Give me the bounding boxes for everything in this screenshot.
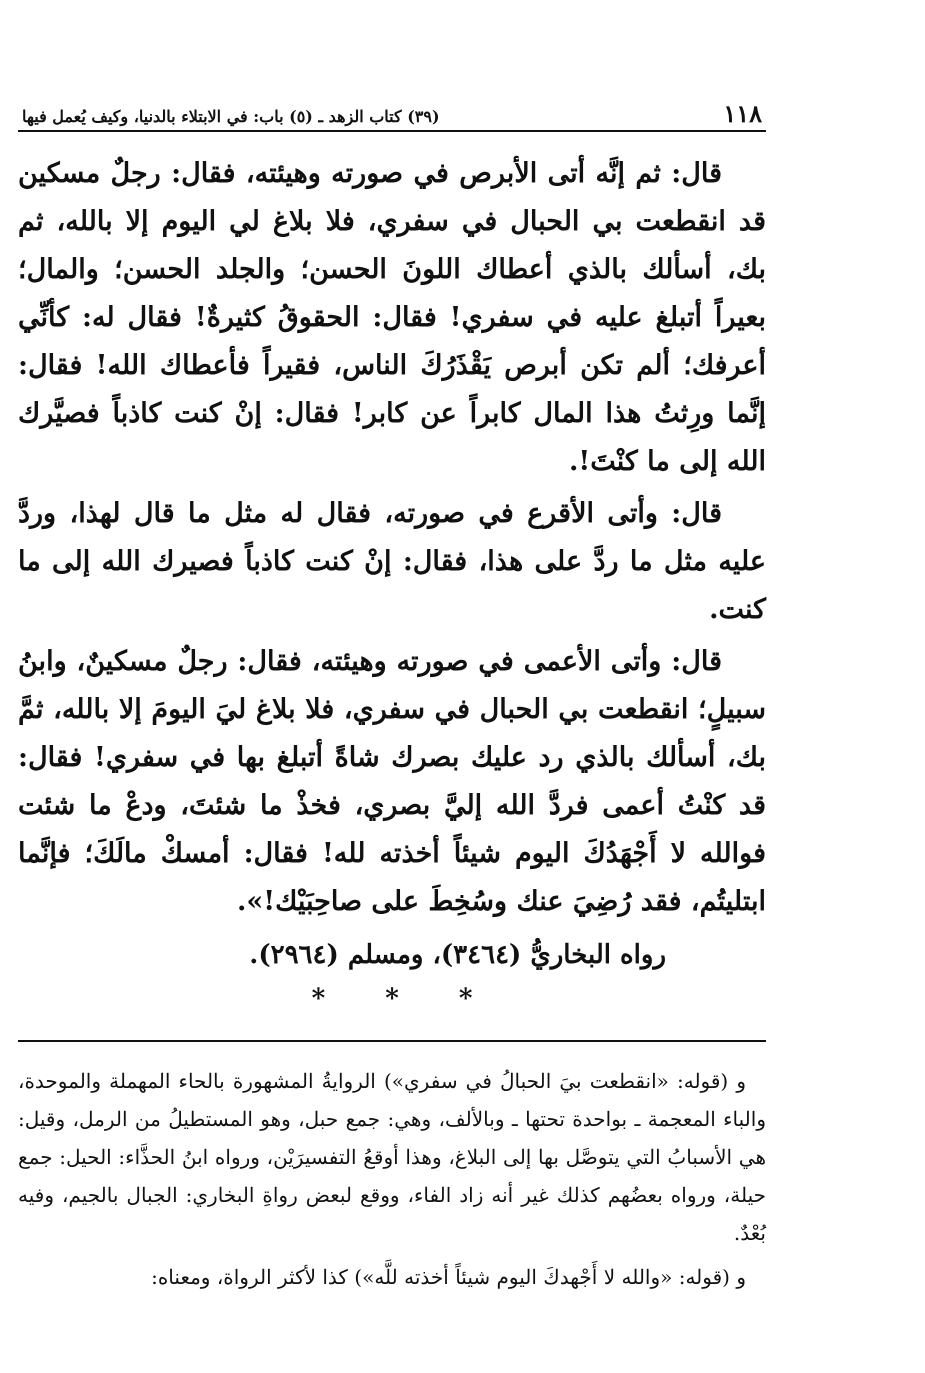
- book-page: [18, 92, 766, 1302]
- source-reference: رواه البخاريُّ (٣٤٦٤)، ومسلم (٢٩٦٤).: [249, 940, 666, 970]
- commentary-paragraph-1: و (قوله: «انقطعت بيَ الحبالُ في سفري») الروايةُ المشهورة بالحاء المهملة والموحدة، والباء المعجمة ـ بواحدة تحتها ـ وبالألف، وهي: جمع حبل، وهو المستطيلُ من الرمل، وقيل: هي الأسبابُ التي يتوصَّل بها إلى البلاغ، وهذا أوقعُ التفسيرَيْن، ورواه ابنُ الحذَّاء: الحيل: جمع حيلة، ورواه بعضُهم كذلك غير أنه زاد الفاء، ووقع لبعض رواةِ البخاري: الجبال بالجيم، وفيه بُعْدٌ.: [18, 1069, 766, 1245]
- hadith-paragraph-3: قال: وأتى الأعمى في صورته وهيئته، فقال: رجلٌ مسكينٌ، وابنُ سبيلٍ؛ انقطعت بي الحبال في سفري، فلا بلاغ ليَ اليومَ إلا بالله، ثمَّ بك، أسألك بالذي رد عليك بصرك شاةً أتبلغ بها في سفري! فقال: قد كنْتُ أعمى فردَّ الله إليَّ بصري، فخذْ ما شئتَ، ودعْ ما شئت فوالله لا أَجْهَدُكَ اليوم شيئاً أخذته لله! فقال: أمسكْ مالَكَ؛ فإنَّما ابتليتُم، فقد رُضِيَ عنك وسُخِطَ على صاحِبَيْك!».: [18, 646, 766, 917]
- section-separator: [18, 984, 766, 1014]
- separator-star: *: [311, 984, 326, 1014]
- separator-star: *: [458, 984, 473, 1014]
- hadith-paragraph-2: قال: وأتى الأقرع في صورته، فقال له مثل ما قال لهذا، وردَّ عليه مثل ما ردَّ على هذا، فقال: إنْ كنت كاذباً فصيرك الله إلى ما كنت.: [18, 498, 766, 625]
- footnote-divider: [18, 1040, 766, 1042]
- section-title: (٣٩) كتاب الزهد ـ (٥) باب: في الابتلاء بالدنيا، وكيف يُعمل فيها: [22, 106, 440, 126]
- running-header: [18, 92, 766, 132]
- page-number: ١١٨: [723, 99, 762, 128]
- main-text: [18, 150, 766, 1014]
- separator-star: *: [385, 984, 399, 1014]
- hadith-paragraph-1: قال: ثم إنَّه أتى الأبرص في صورته وهيئته، فقال: رجلٌ مسكين قد انقطعت بي الحبال في سفري، فلا بلاغ لي اليوم إلا بالله، ثم بك، أسألك بالذي أعطاك اللونَ الحسن؛ والجلد الحسن؛ والمال؛ بعيراً أتبلغ عليه في سفري! فقال: الحقوقُ كثيرةٌ! فقال له: كأنِّي أعرفك؛ ألم تكن أبرص يَقْذَرُكَ الناس، فقيراً فأعطاك الله! فقال: إنَّما ورِثتُ هذا المال كابراً عن كابر! فقال: إنْ كنت كاذباً فصيَّرك الله إلى ما كنْتَ!.: [18, 158, 766, 477]
- commentary-paragraph-2: و (قوله: «والله لا أَجْهدكَ اليوم شيئاً أخذته للَّه») كذا لأكثر الرواة، ومعناه:: [151, 1265, 746, 1289]
- commentary-footnotes: [18, 1062, 766, 1296]
